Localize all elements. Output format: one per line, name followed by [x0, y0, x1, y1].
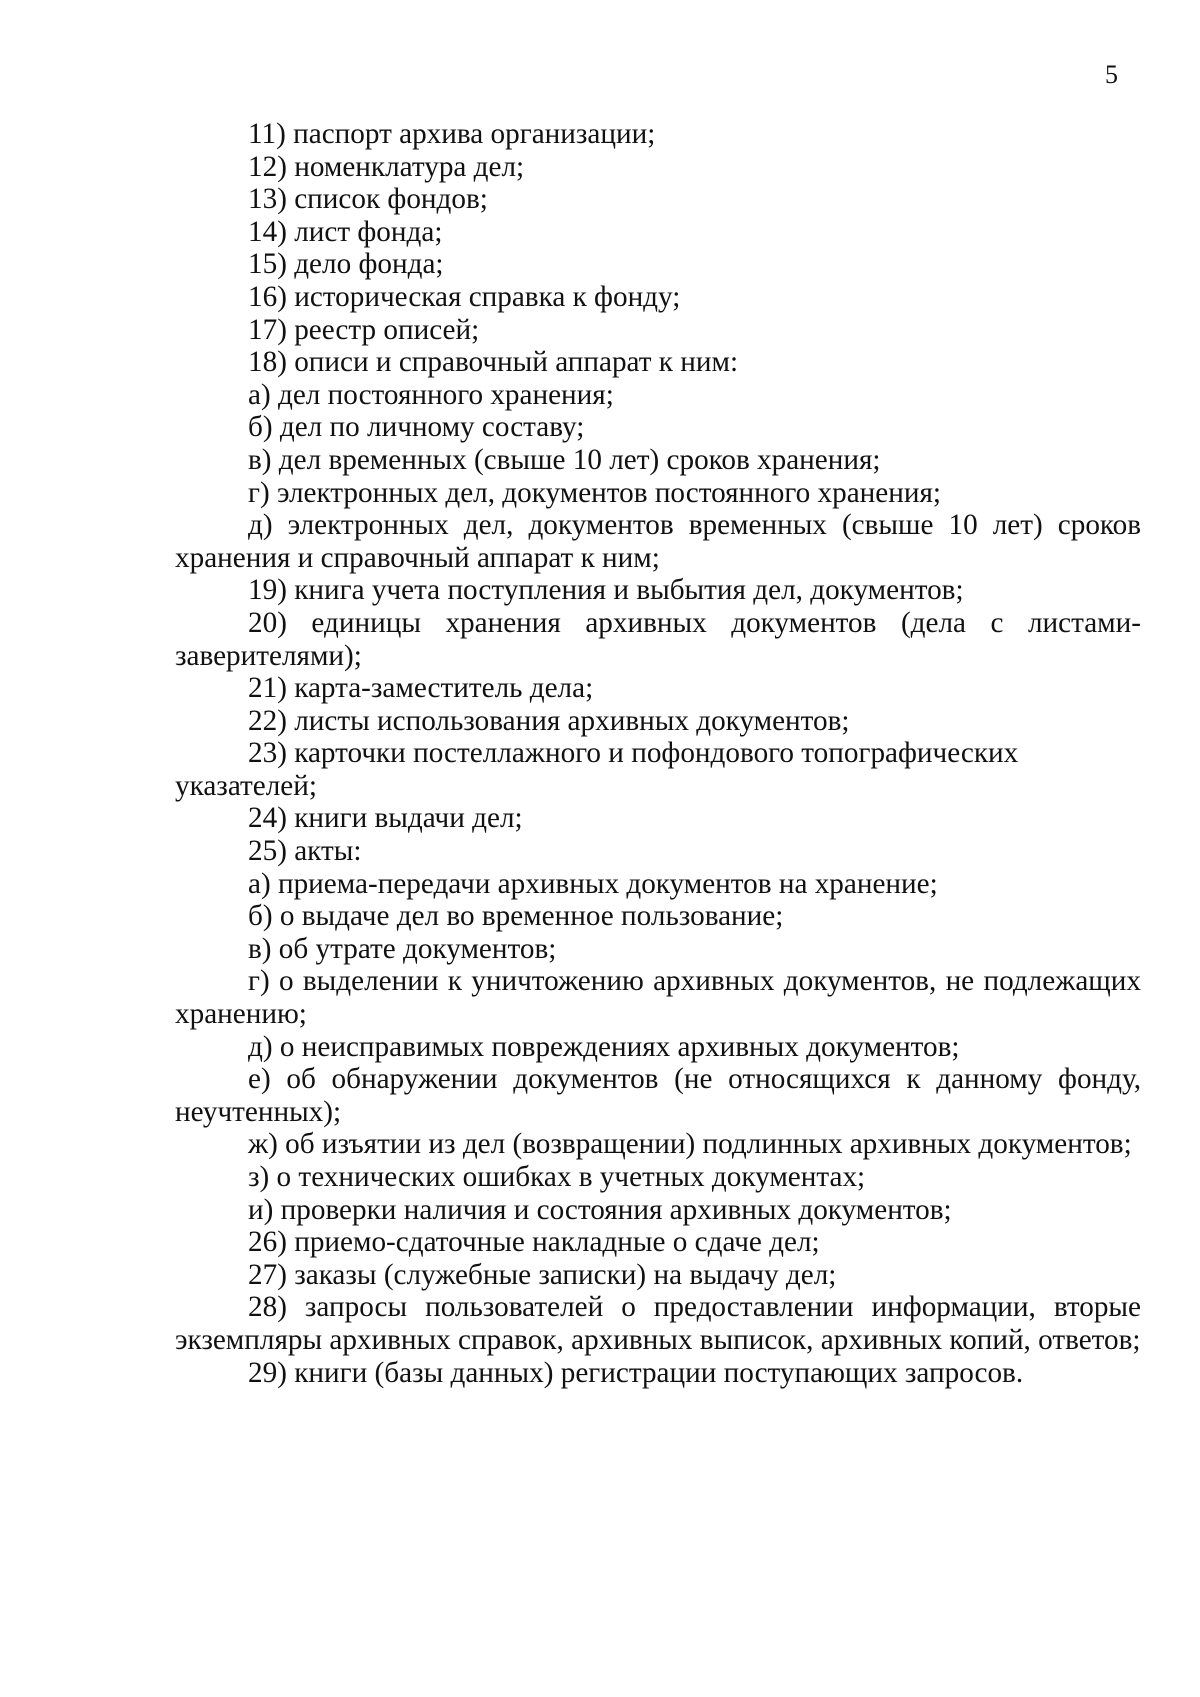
list-item: 18) описи и справочный аппарат к ним:: [248, 346, 739, 379]
list-item: 24) книги выдачи дел;: [248, 802, 523, 835]
list-item: 27) заказы (служебные записки) на выдачу дел;: [248, 1258, 837, 1291]
list-item: 15) дело фонда;: [248, 248, 444, 281]
list-item: 11) паспорт архива организации;: [248, 118, 656, 150]
list-item: д) о неисправимых повреждениях архивных документов;: [248, 1030, 960, 1063]
page-number: 5: [1105, 60, 1118, 89]
list-item: 13) список фондов;: [248, 183, 488, 216]
list-item: 22) листы использования архивных документов;: [248, 704, 850, 737]
list-item: 23) карточки постеллажного и пофондового топографических указателей;: [175, 737, 1019, 802]
list-item: 28) запросы пользователей о предоставлении информации, вторые экземпляры архивных справок, архивных выписок, архивных копий, ответов;: [175, 1291, 1141, 1356]
list-item: д) электронных дел, документов временных (свыше 10 лет) сроков хранения и справочный аппарат к ним;: [175, 509, 1141, 574]
list-item: а) приема-передачи архивных документов на хранение;: [248, 867, 938, 900]
list-item: з) о технических ошибках в учетных документах;: [248, 1161, 866, 1193]
list-item: ж) об изъятии из дел (возвращении) подлинных архивных документов;: [248, 1128, 1132, 1161]
list-item: 21) карта-заместитель дела;: [248, 672, 594, 705]
list-item: 16) историческая справка к фонду;: [248, 280, 681, 313]
list-item: 17) реестр описей;: [248, 313, 480, 346]
list-item: б) дел по личному составу;: [248, 411, 585, 444]
list-item: 25) акты:: [248, 835, 362, 868]
list-item: 19) книга учета поступления и выбытия дел, документов;: [248, 574, 964, 607]
list-item: в) об утрате документов;: [248, 932, 557, 965]
list-item: а) дел постоянного хранения;: [248, 378, 614, 411]
list-item: 26) приемо-сдаточные накладные о сдаче дел;: [248, 1226, 820, 1259]
list-item: 29) книги (базы данных) регистрации поступающих запросов.: [248, 1356, 1024, 1389]
list-item: б) о выдаче дел во временное пользование;: [248, 900, 784, 933]
list-item: 14) лист фонда;: [248, 215, 443, 248]
document-body: [175, 118, 1141, 1389]
list-item: 12) номенклатура дел;: [248, 150, 525, 183]
list-item: е) об обнаружении документов (не относящихся к данному фонду, неучтенных);: [175, 1063, 1141, 1128]
list-item: г) электронных дел, документов постоянного хранения;: [248, 476, 942, 509]
list-item: 20) единицы хранения архивных документов (дела с листами-заверителями);: [175, 606, 1141, 672]
list-item: в) дел временных (свыше 10 лет) сроков хранения;: [248, 443, 881, 476]
list-item: г) о выделении к уничтожению архивных документов, не подлежащих хранению;: [175, 965, 1141, 1031]
list-item: и) проверки наличия и состояния архивных документов;: [248, 1193, 952, 1226]
